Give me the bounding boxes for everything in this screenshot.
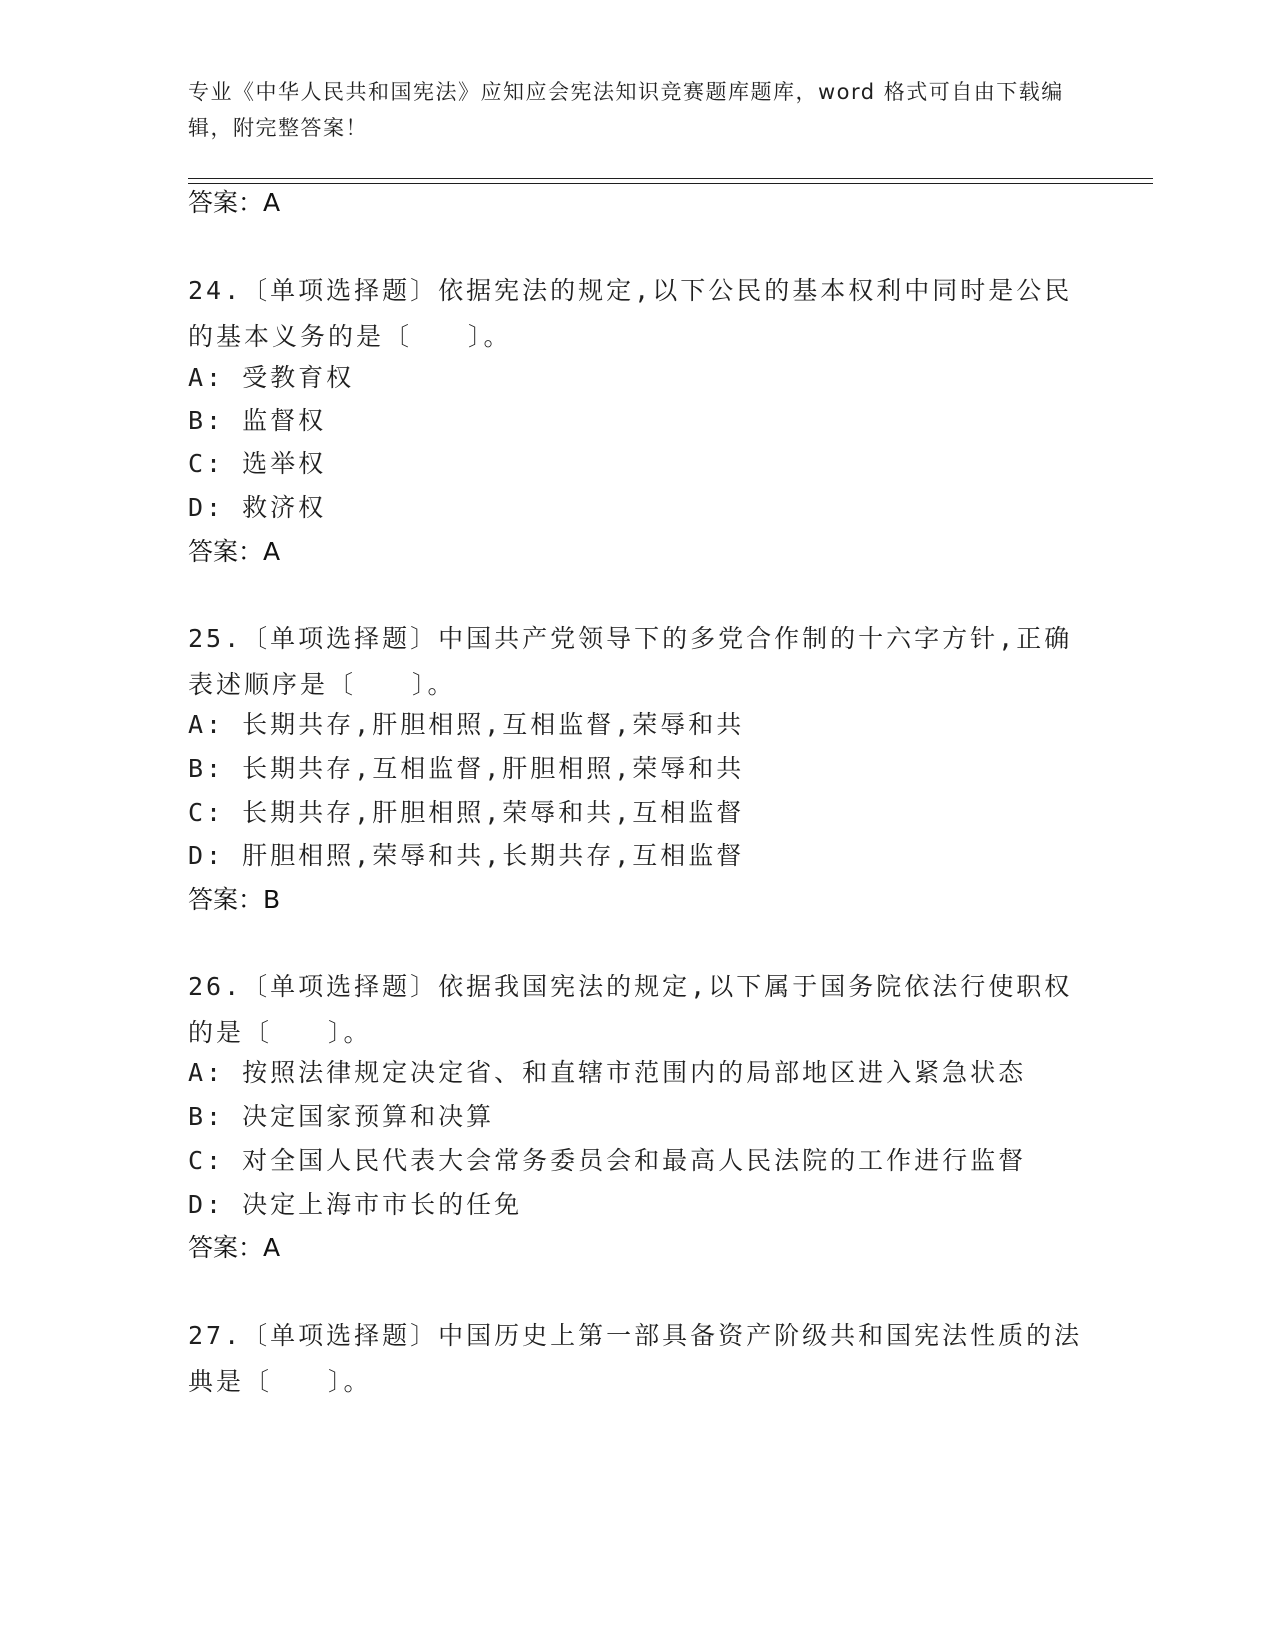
question-stem: 24.〔单项选择题〕依据宪法的规定,以下公民的基本权利中同时是公民的基本义务的是〔 〕。	[188, 276, 1073, 351]
question-stem: 26.〔单项选择题〕依据我国宪法的规定,以下属于国务院依法行使职权的是〔 〕。	[188, 972, 1073, 1047]
option-b: B: 决定国家预算和决算	[188, 1102, 495, 1131]
option-b: B: 长期共存,互相监督,肝胆相照,荣辱和共	[188, 754, 745, 783]
option-a: A: 受教育权	[188, 363, 355, 392]
option-d: D: 救济权	[188, 493, 327, 522]
option-b: B: 监督权	[188, 406, 327, 435]
option-c: C: 选举权	[188, 449, 327, 478]
question-stem: 27.〔单项选择题〕中国历史上第一部具备资产阶级共和国宪法性质的法典是〔 〕。	[188, 1321, 1083, 1396]
answer-line: 答案：B	[188, 885, 281, 914]
header-rule-second	[188, 183, 1153, 184]
question-stem: 25.〔单项选择题〕中国共产党领导下的多党合作制的十六字方针,正确表述顺序是〔 〕。	[188, 624, 1073, 699]
answer-line: 答案：A	[188, 188, 281, 217]
option-a: A: 按照法律规定决定省、和直辖市范围内的局部地区进入紧急状态	[188, 1058, 1027, 1087]
option-c: C: 对全国人民代表大会常务委员会和最高人民法院的工作进行监督	[188, 1146, 1027, 1175]
document-header: 专业《中华人民共和国宪法》应知应会宪法知识竞赛题库题库，word 格式可自由下载编辑，附完整答案！	[188, 80, 1064, 140]
option-c: C: 长期共存,肝胆相照,荣辱和共,互相监督	[188, 798, 745, 827]
option-a: A: 长期共存,肝胆相照,互相监督,荣辱和共	[188, 710, 745, 739]
option-d: D: 肝胆相照,荣辱和共,长期共存,互相监督	[188, 841, 745, 870]
header-rule	[188, 178, 1153, 179]
option-d: D: 决定上海市市长的任免	[188, 1190, 523, 1219]
answer-line: 答案：A	[188, 537, 281, 566]
answer-line: 答案：A	[188, 1233, 281, 1262]
